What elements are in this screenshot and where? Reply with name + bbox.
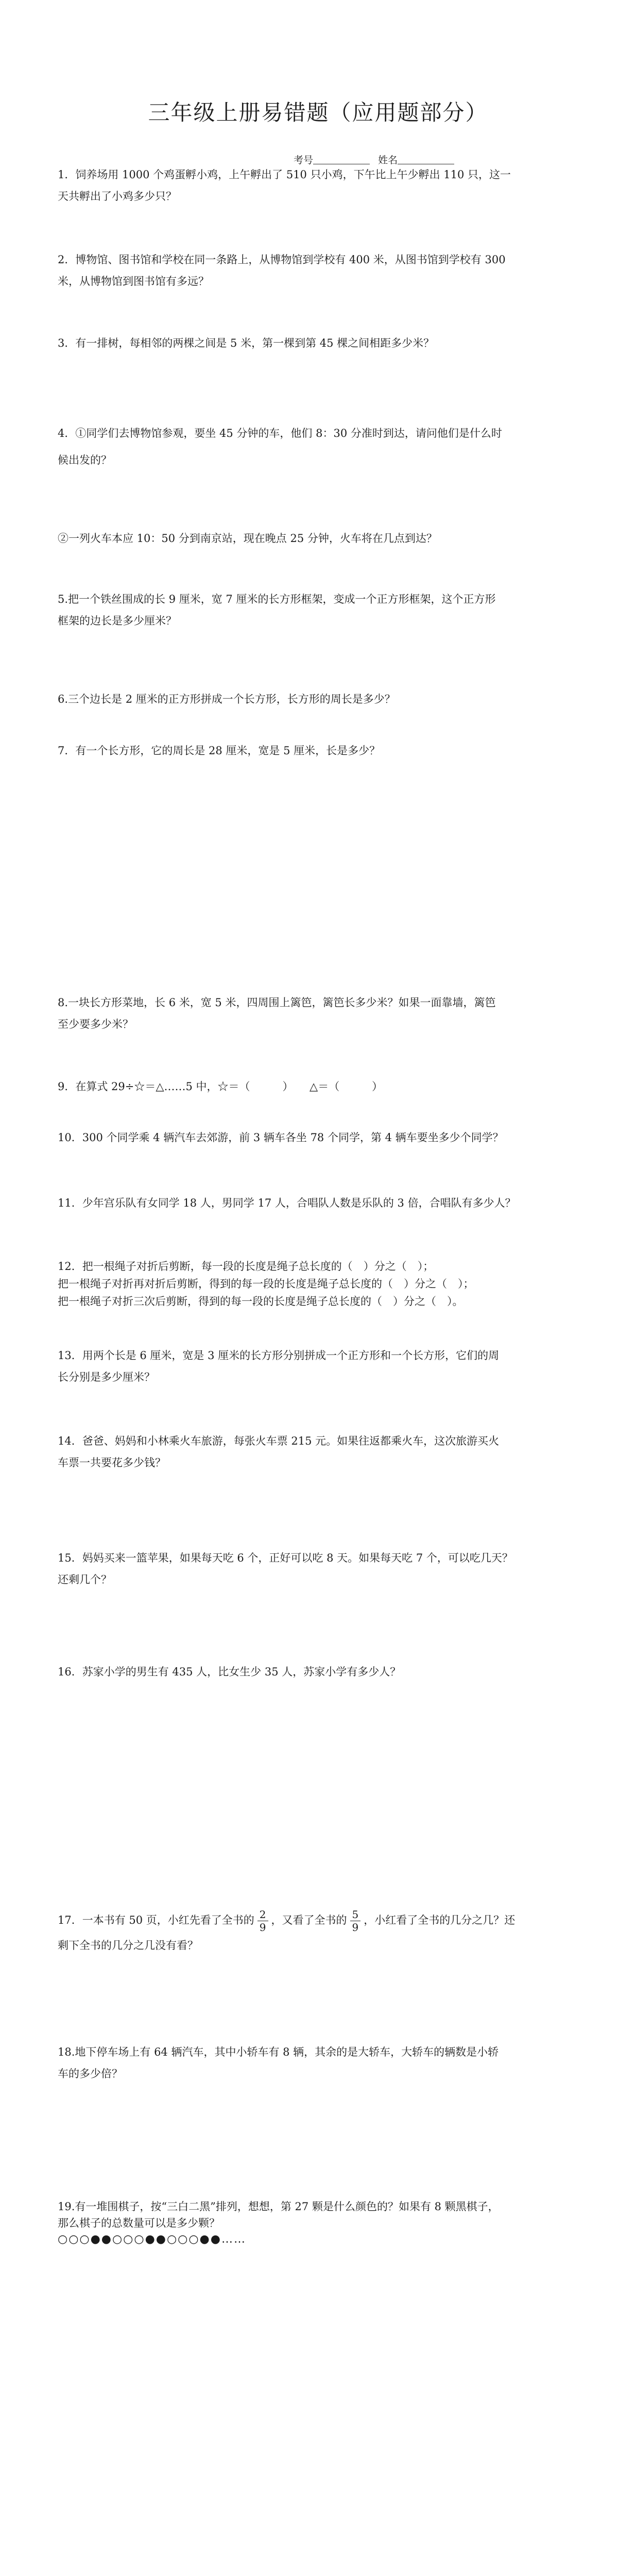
- name-field[interactable]: [398, 155, 454, 164]
- question-line: 14．爸爸、妈妈和小林乘火车旅游，每张火车票 215 元。如果往返都乘火车，这次旅游买火: [58, 1435, 500, 1447]
- question-line: 3．有一排树，每相邻的两棵之间是 5 米，第一棵到第 45 棵之间相距多少米？: [58, 337, 435, 349]
- question-line: 19.有一堆围棋子，按“三白二黑”排列，想想，第 27 颗是什么颜色的？如果有 8 颗黑棋子，: [58, 2200, 499, 2213]
- fraction: [350, 1908, 361, 1934]
- question-line: 9．在算式 29÷☆＝△……5 中，☆＝（ ） △＝（ ）: [58, 1080, 383, 1093]
- question-15: [58, 1547, 578, 1590]
- question-line: 15．妈妈买来一篮苹果，如果每天吃 6 个，正好可以吃 8 天。如果每天吃 7 个，可以吃几天？: [58, 1552, 513, 1564]
- question-line: 4．①同学们去博物馆参观，要坐 45 分钟的车，他们 8：30 分准时到达，请问他们是什么时: [58, 427, 502, 439]
- go-stone-pattern: ○○○●●○○○●●○○○●●……: [58, 2233, 246, 2246]
- question-18: [58, 2041, 578, 2084]
- fraction: [257, 1908, 268, 1934]
- question-line: 8.一块长方形菜地，长 6 米，宽 5 米，四周围上篱笆，篱笆长多少米？如果一面靠墙，篱笆: [58, 996, 496, 1009]
- question-10: [58, 1127, 578, 1148]
- question-line: 车的多少倍？: [58, 2067, 123, 2080]
- question-line: 11．少年宫乐队有女同学 18 人，男同学 17 人，合唱队人数是乐队的 3 倍，合唱队有多少人？: [58, 1197, 516, 1209]
- question-line: 长分别是多少厘米？: [58, 1371, 155, 1383]
- question-line: 那么棋子的总数量可以是多少颗？: [58, 2217, 220, 2229]
- fraction-numerator: 5: [350, 1908, 361, 1921]
- question-line: 16．苏家小学的男生有 435 人，比女生少 35 人，苏家小学有多少人？: [58, 1666, 401, 1678]
- question-11: [58, 1192, 578, 1214]
- question-line: 5.把一个铁丝围成的长 9 厘米，宽 7 厘米的长方形框架，变成一个正方形框架，这个正方形: [58, 593, 496, 605]
- question-4-2: [58, 528, 578, 549]
- question-12: [58, 1258, 578, 1310]
- question-line: 18.地下停车场上有 64 辆汽车，其中小轿车有 8 辆，其余的是大轿车，大轿车的辆数是小轿: [58, 2046, 499, 2058]
- question-line: 还剩几个？: [58, 1573, 112, 1586]
- fraction-denominator: 9: [259, 1921, 266, 1934]
- question-line: 候出发的？: [58, 454, 112, 466]
- question-line: 米，从博物馆到图书馆有多远？: [58, 275, 209, 287]
- question-1: [58, 164, 578, 207]
- question-2: [58, 249, 578, 292]
- exam-no-label: 考号: [294, 155, 314, 166]
- question-line: 框架的边长是多少厘米？: [58, 615, 177, 627]
- question-text: 17．一本书有 50 页，小红先看了全书的: [58, 1914, 254, 1926]
- question-line: 2．博物馆、图书馆和学校在同一条路上，从博物馆到学校有 400 米，从图书馆到学校有 300: [58, 253, 506, 266]
- question-line: 7．有一个长方形，它的周长是 28 厘米，宽是 5 厘米，长是多少？: [58, 744, 381, 757]
- question-line: [58, 1908, 578, 1934]
- question-9: [58, 1076, 578, 1097]
- fraction-numerator: 2: [257, 1908, 268, 1921]
- fraction-denominator: 9: [352, 1921, 359, 1934]
- question-line: 13．用两个长是 6 厘米，宽是 3 厘米的长方形分别拼成一个正方形和一个长方形，它们的周: [58, 1349, 500, 1362]
- question-line: 1．饲养场用 1000 个鸡蛋孵小鸡，上午孵出了 510 只小鸡，下午比上午少孵出 110 只，这一: [58, 168, 511, 181]
- question-3: [58, 332, 578, 354]
- question-text: ，又看了全书的: [271, 1914, 347, 1926]
- question-line: 天共孵出了小鸡多少只？: [58, 190, 177, 202]
- exam-no-field[interactable]: [313, 155, 370, 164]
- question-line: 把一根绳子对折再对折后剪断，得到的每一段的长度是绳子总长度的（ ）分之（ ）；: [58, 1278, 474, 1290]
- question-line: 车票一共要花多少钱？: [58, 1456, 166, 1469]
- question-text: ，小红看了全书的几分之几？还: [364, 1914, 515, 1926]
- question-6: [58, 688, 578, 710]
- question-8: [58, 992, 578, 1035]
- question-line: 至少要多少米？: [58, 1018, 133, 1030]
- question-line: 10．300 个同学乘 4 辆汽车去郊游，前 3 辆车各坐 78 个同学，第 4 辆车要坐多少个同学？: [58, 1131, 504, 1144]
- question-19: [58, 2198, 578, 2248]
- page-title: 三年级上册易错题（应用题部分）: [148, 100, 488, 125]
- question-13: [58, 1345, 578, 1388]
- name-label: 姓名: [378, 155, 398, 166]
- question-line: 把一根绳子对折三次后剪断，得到的每一段的长度是绳子总长度的（ ）分之（ ）。: [58, 1295, 463, 1308]
- question-line: 12．把一根绳子对折后剪断，每一段的长度是绳子总长度的（ ）分之（ ）；: [58, 1260, 434, 1273]
- question-17: [58, 1908, 578, 1957]
- question-14: [58, 1430, 578, 1473]
- question-7: [58, 740, 578, 761]
- question-line: ②一列火车本应 10：50 分到南京站，现在晚点 25 分钟，火车将在几点到达？: [58, 532, 437, 545]
- question-line: 剩下全书的几分之几没有看？: [58, 1939, 198, 1952]
- question-16: [58, 1661, 578, 1683]
- question-line: 6.三个边长是 2 厘米的正方形拼成一个长方形，长方形的周长是多少？: [58, 693, 396, 705]
- question-4: [58, 422, 578, 471]
- question-5: [58, 588, 578, 632]
